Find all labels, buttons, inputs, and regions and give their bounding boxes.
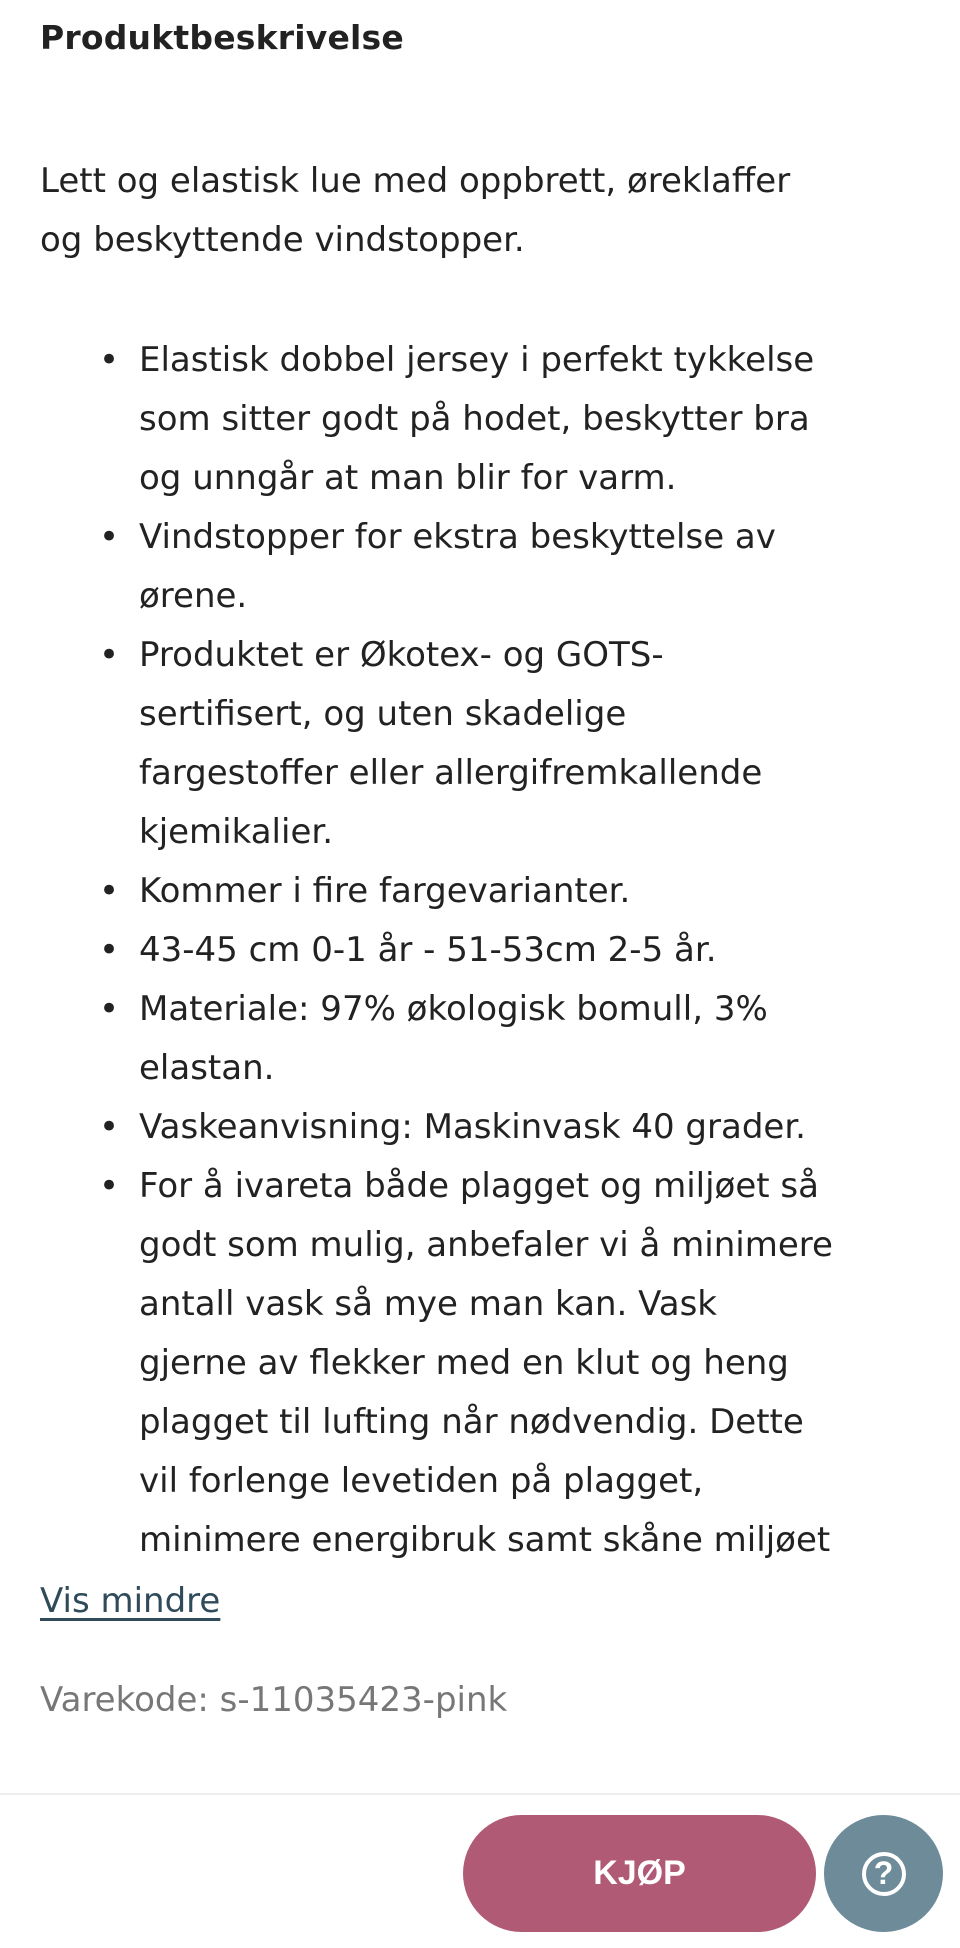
list-item-text: plagget til lufting når nødvendig. Dette — [139, 1402, 804, 1442]
list-item — [0, 921, 960, 980]
list-item-text: Vindstopper for ekstra beskyttelse av — [139, 517, 776, 557]
list-item-text: gjerne av flekker med en klut og heng — [139, 1343, 789, 1383]
list-item-text: og unngår at man blir for varm. — [139, 458, 677, 498]
help-button[interactable] — [824, 1815, 943, 1932]
show-less-link[interactable]: Vis mindre — [40, 1581, 221, 1621]
intro-line: og beskyttende vindstopper. — [40, 220, 525, 260]
list-item-text: Produktet er Økotex- og GOTS- — [139, 635, 664, 675]
feature-list — [0, 331, 960, 1576]
bullet-icon: • — [99, 340, 120, 380]
bullet-icon: • — [99, 871, 120, 911]
list-item-text: Vaskeanvisning: Maskinvask 40 grader. — [139, 1107, 806, 1147]
list-item-text: sertifisert, og uten skadelige — [139, 694, 627, 734]
bullet-icon: • — [99, 989, 120, 1029]
list-item-text: Materiale: 97% økologisk bomull, 3% — [139, 989, 768, 1029]
list-item-text: Kommer i fire fargevarianter. — [139, 871, 631, 911]
footer-divider — [0, 1793, 960, 1795]
list-item-text: minimere energibruk samt skåne miljøet — [139, 1520, 831, 1560]
list-item-text: antall vask så mye man kan. Vask — [139, 1284, 717, 1324]
list-item-text: kjemikalier. — [139, 812, 334, 852]
list-item — [0, 331, 960, 508]
list-item — [0, 980, 960, 1098]
bullet-icon: • — [99, 930, 120, 970]
list-item-text: 43-45 cm 0-1 år - 51-53cm 2-5 år. — [139, 930, 717, 970]
bullet-icon: • — [99, 635, 120, 675]
bullet-icon: • — [99, 1107, 120, 1147]
buy-button[interactable]: KJØP — [463, 1815, 816, 1932]
list-item — [0, 1098, 960, 1157]
bullet-icon: • — [99, 1166, 120, 1206]
bullet-icon: • — [99, 517, 120, 557]
list-item-text: Elastisk dobbel jersey i perfekt tykkelse — [139, 340, 815, 380]
list-item-text: ørene. — [139, 576, 248, 616]
product-sku: Varekode: s-11035423-pink — [40, 1680, 508, 1720]
list-item — [0, 862, 960, 921]
product-intro — [40, 152, 940, 270]
section-title: Produktbeskrivelse — [40, 18, 404, 57]
list-item — [0, 1157, 960, 1570]
list-item — [0, 626, 960, 862]
question-icon: ? — [862, 1852, 906, 1896]
list-item-text: elastan. — [139, 1048, 275, 1088]
list-item — [0, 508, 960, 626]
list-item-text: godt som mulig, anbefaler vi å minimere — [139, 1225, 833, 1265]
list-item-text: vil forlenge levetiden på plagget, — [139, 1461, 704, 1501]
list-item-text: For å ivareta både plagget og miljøet så — [139, 1166, 819, 1206]
list-item-text: som sitter godt på hodet, beskytter bra — [139, 399, 810, 439]
intro-line: Lett og elastisk lue med oppbrett, øreklaffer — [40, 161, 791, 201]
list-item-text: fargestoffer eller allergifremkallende — [139, 753, 763, 793]
